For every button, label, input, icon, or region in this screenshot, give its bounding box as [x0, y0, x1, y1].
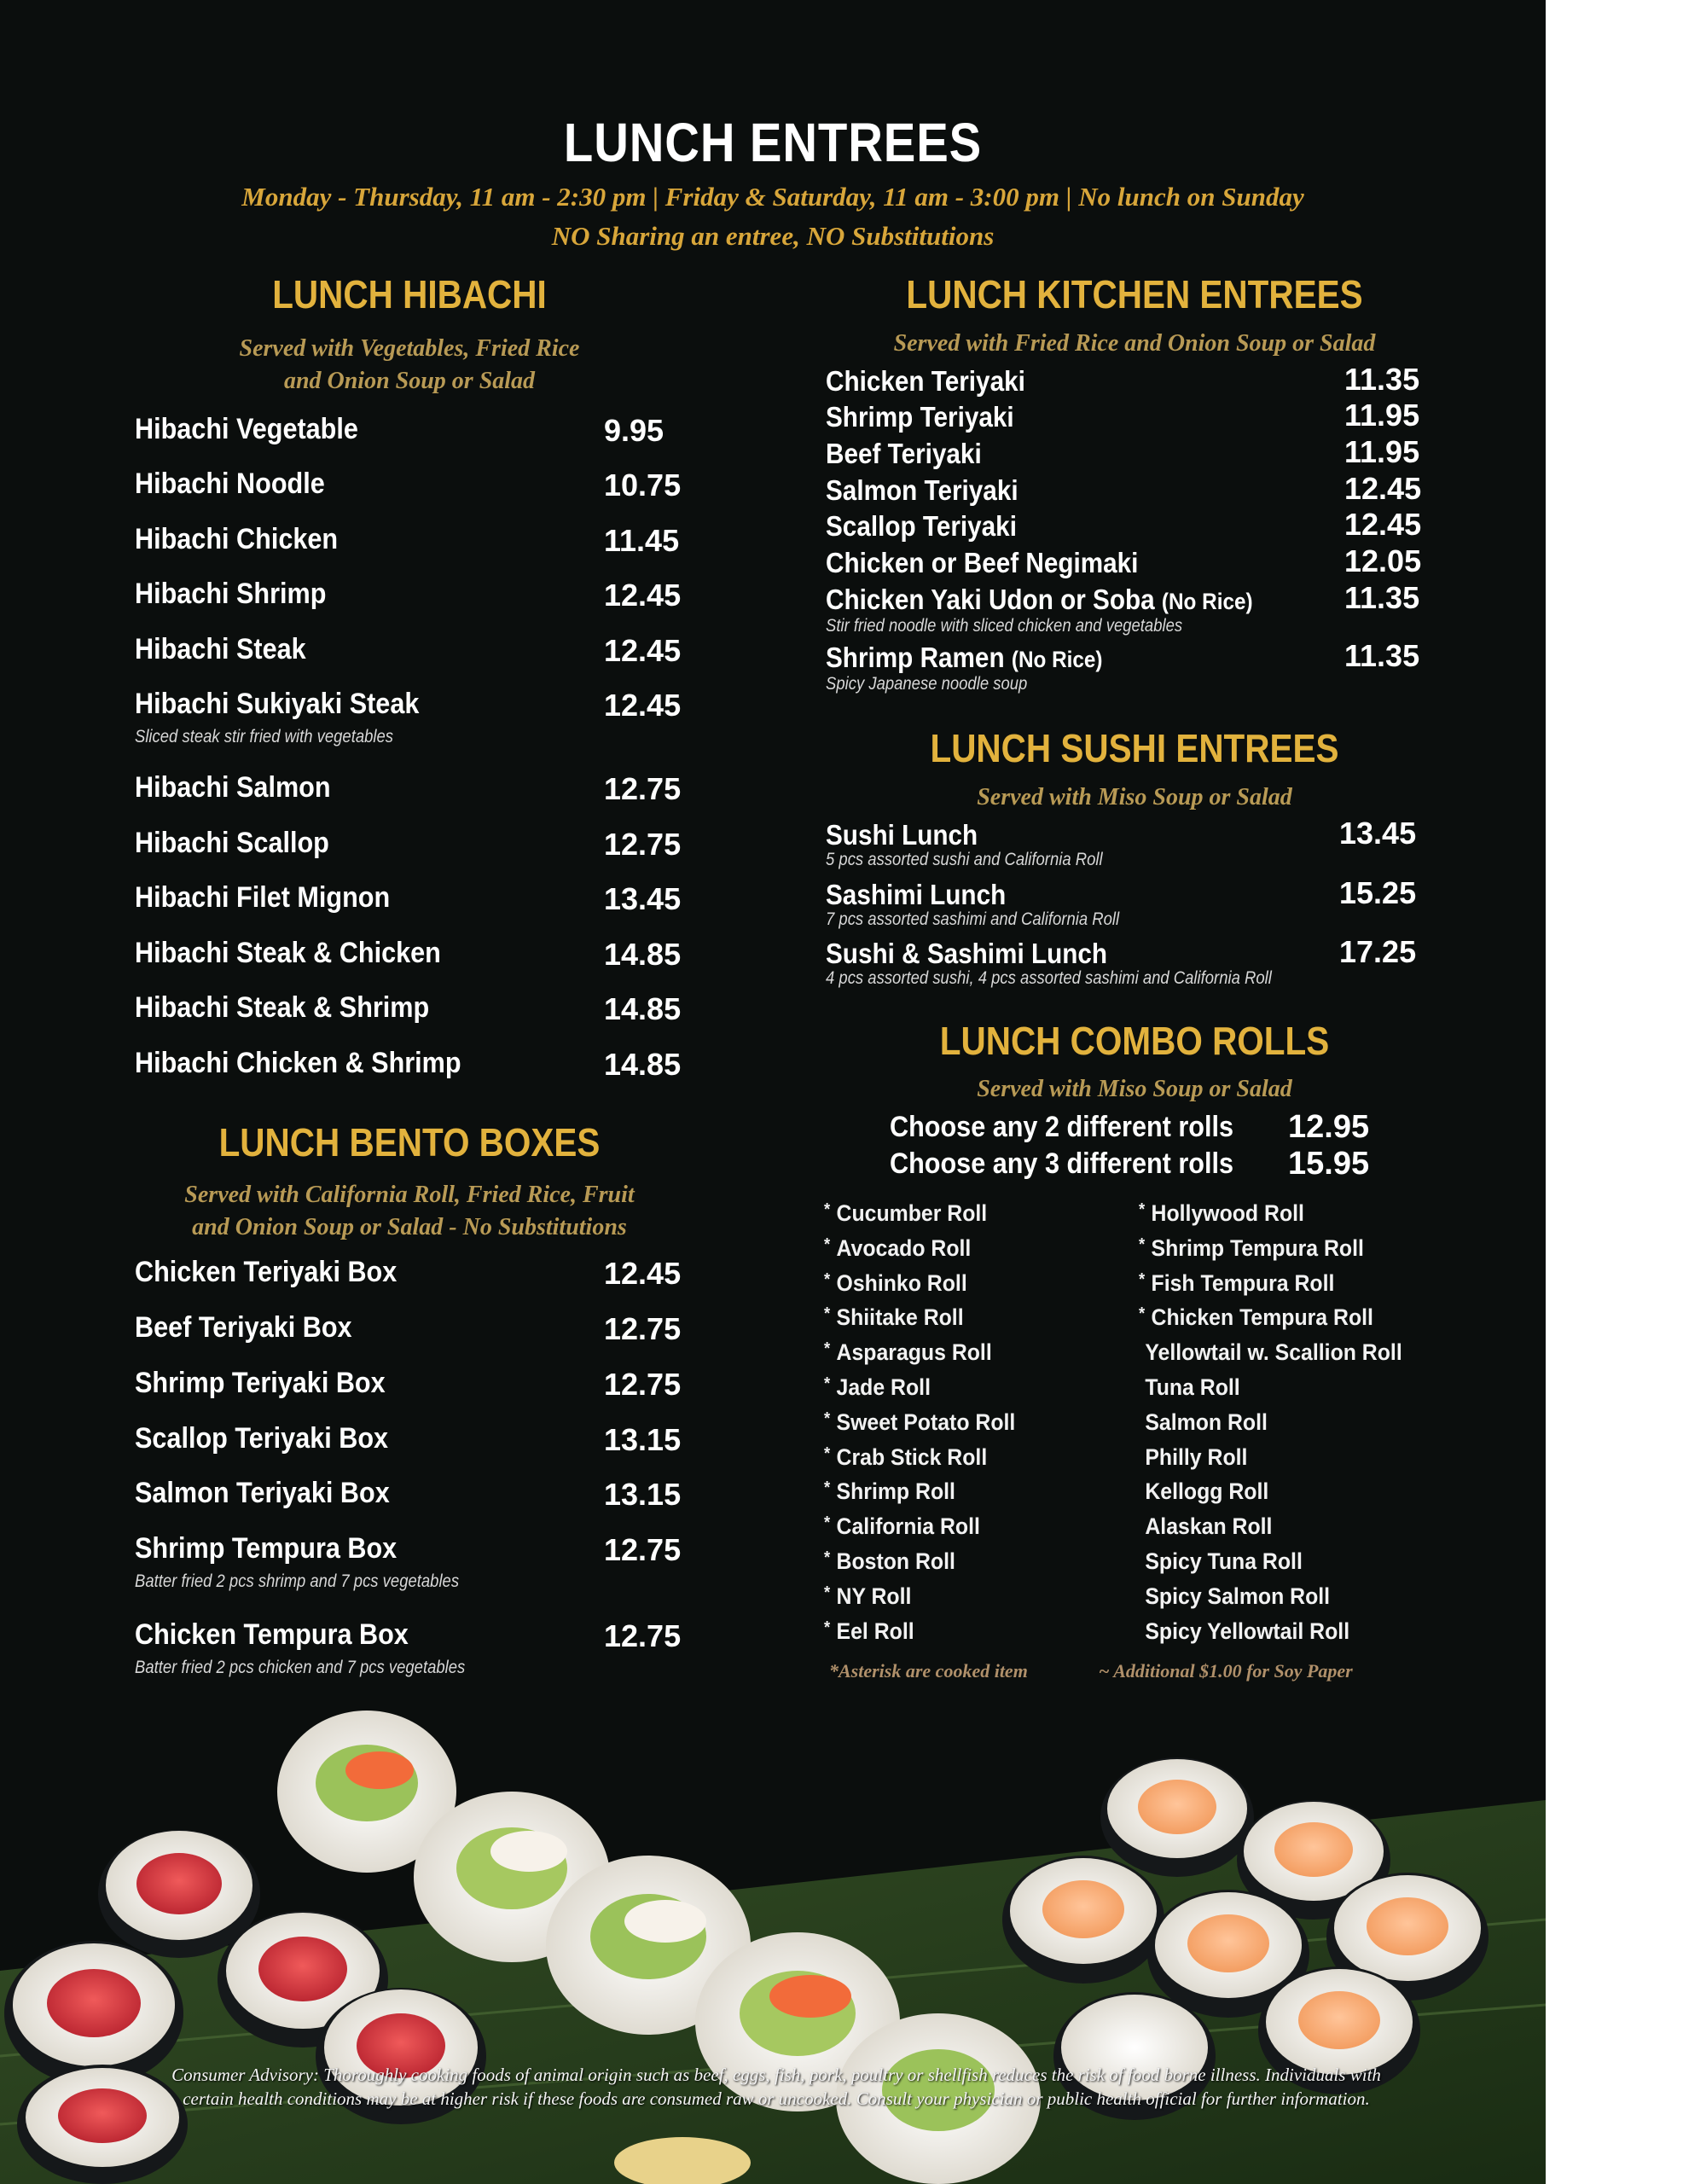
roll-name: Jade Roll [836, 1374, 931, 1400]
item-price: 12.75 [604, 1618, 682, 1653]
item-name-text: Shrimp Teriyaki [826, 401, 1014, 433]
bento-menu-item [135, 1618, 689, 1677]
bento-heading: LUNCH BENTO BOXES [218, 1120, 601, 1165]
lunch-hours: Monday - Thursday, 11 am - 2:30 pm | Friday & Saturday, 11 am - 3:00 pm | No lunch on Sunday [241, 182, 1304, 212]
item-description: 7 pcs assorted sashimi and California Roll [826, 909, 1120, 929]
item-description: 4 pcs assorted sushi, 4 pcs assorted sashimi and California Roll [826, 968, 1272, 988]
kitchen-menu-item [826, 434, 1423, 475]
item-price: 14.85 [604, 1047, 682, 1082]
cooked-asterisk: * [824, 1234, 831, 1254]
sharing-policy: NO Sharing an entree, NO Substitutions [551, 221, 995, 251]
hibachi-menu-item [135, 827, 689, 878]
item-name [826, 365, 1025, 398]
item-name [826, 642, 1103, 674]
roll-item [1139, 1339, 1402, 1366]
cooked-asterisk: * [824, 1478, 831, 1498]
item-name: Salmon Teriyaki Box [135, 1477, 390, 1509]
item-name-text: Sushi & Sashimi Lunch [826, 938, 1108, 969]
hibachi-menu-item [135, 937, 689, 988]
kitchen-menu-item [826, 638, 1423, 694]
roll-name: Alaskan Roll [1145, 1513, 1273, 1540]
item-name [826, 584, 1253, 616]
kitchen-subtitle: Served with Fried Rice and Onion Soup or Salad [893, 330, 1376, 357]
combo-subtitle: Served with Miso Soup or Salad [977, 1076, 1292, 1102]
roll-name: Oshinko Roll [836, 1269, 967, 1296]
cooked-asterisk: * [1139, 1304, 1146, 1324]
bento-menu-item [135, 1367, 689, 1418]
roll-name: Cucumber Roll [836, 1200, 988, 1226]
roll-item [1139, 1200, 1304, 1227]
roll-name: Philly Roll [1145, 1443, 1248, 1470]
hibachi-menu-item [135, 1047, 689, 1098]
item-price: 14.85 [604, 991, 682, 1026]
kitchen-menu-item [826, 362, 1423, 403]
page-title: LUNCH ENTREES [563, 112, 983, 173]
hibachi-subtitle-2: and Onion Soup or Salad [283, 368, 536, 394]
hibachi-menu-item [135, 468, 689, 519]
roll-name: Kellogg Roll [1145, 1478, 1269, 1505]
soy-paper-note: ~ Additional $1.00 for Soy Paper [1099, 1660, 1353, 1682]
item-price: 14.85 [604, 937, 682, 972]
cooked-asterisk: * [1139, 1234, 1146, 1254]
item-price: 12.05 [1344, 543, 1422, 578]
item-note: (No Rice) [1011, 647, 1103, 672]
combo-option-price: 15.95 [1288, 1146, 1370, 1182]
roll-name: Shiitake Roll [836, 1304, 964, 1331]
roll-item [824, 1478, 955, 1505]
bento-menu-item [135, 1422, 689, 1473]
combo-option [890, 1147, 1419, 1185]
item-description: Spicy Japanese noodle soup [826, 674, 1028, 694]
item-price: 11.95 [1344, 398, 1420, 433]
roll-item [824, 1513, 980, 1540]
roll-item [1139, 1548, 1303, 1575]
hibachi-menu-item [135, 771, 689, 822]
bento-menu-item [135, 1256, 689, 1307]
cooked-asterisk: * [824, 1269, 831, 1289]
item-price: 12.75 [604, 771, 682, 806]
hibachi-menu-item [135, 523, 689, 574]
item-name: Shrimp Teriyaki Box [135, 1367, 386, 1399]
item-price: 12.45 [604, 688, 682, 723]
item-name-text: Salmon Teriyaki [826, 474, 1019, 506]
roll-item [1139, 1444, 1247, 1471]
roll-item [1139, 1409, 1268, 1436]
item-name [826, 401, 1014, 433]
item-name-text: Chicken or Beef Negimaki [826, 547, 1139, 578]
roll-name: Tuna Roll [1145, 1374, 1240, 1400]
item-name: Chicken Tempura Box [135, 1618, 409, 1651]
roll-name: Crab Stick Roll [836, 1443, 988, 1470]
roll-item [824, 1304, 964, 1331]
roll-item [1139, 1478, 1268, 1505]
roll-item [824, 1270, 967, 1297]
roll-name: Shrimp Roll [836, 1478, 955, 1505]
item-name-text: Shrimp Ramen [826, 642, 1005, 673]
item-name: Hibachi Chicken [135, 523, 339, 555]
item-price: 13.15 [604, 1422, 682, 1457]
item-name-text: Sashimi Lunch [826, 879, 1007, 910]
kitchen-heading: LUNCH KITCHEN ENTREES [906, 272, 1363, 317]
item-price: 17.25 [1339, 934, 1417, 969]
item-name: Hibachi Chicken & Shrimp [135, 1047, 461, 1079]
item-price: 13.45 [604, 881, 682, 916]
item-name-text: Scallop Teriyaki [826, 510, 1017, 542]
item-price: 15.25 [1339, 875, 1417, 910]
item-name: Hibachi Sukiyaki Steak [135, 688, 420, 720]
roll-name: Spicy Salmon Roll [1145, 1583, 1331, 1609]
roll-item [824, 1409, 1015, 1436]
item-price: 12.45 [1344, 507, 1422, 542]
item-price: 11.35 [1344, 580, 1420, 615]
combo-option-price: 12.95 [1288, 1109, 1370, 1145]
item-description: Stir fried noodle with sliced chicken and vegetables [826, 616, 1183, 636]
cooked-asterisk: * [824, 1304, 831, 1324]
cooked-asterisk: * [824, 1443, 831, 1463]
roll-name: Spicy Tuna Roll [1145, 1548, 1303, 1574]
cooked-note: *Asterisk are cooked item [829, 1660, 1028, 1682]
hibachi-menu-item [135, 881, 689, 932]
kitchen-menu-item [826, 471, 1423, 512]
item-description: Batter fried 2 pcs chicken and 7 pcs vegetables [135, 1658, 466, 1677]
roll-item [824, 1374, 931, 1401]
item-price: 12.75 [604, 827, 682, 862]
item-price: 12.45 [604, 633, 682, 668]
kitchen-menu-item [826, 580, 1423, 636]
hibachi-heading: LUNCH HIBACHI [272, 272, 547, 317]
roll-item [824, 1339, 992, 1366]
cooked-asterisk: * [824, 1339, 831, 1359]
item-price: 12.45 [604, 1256, 682, 1291]
combo-option-label: Choose any 3 different rolls [890, 1147, 1233, 1180]
roll-name: Yellowtail w. Scallion Roll [1145, 1339, 1402, 1366]
item-name-text: Sushi Lunch [826, 819, 978, 851]
item-name: Hibachi Salmon [135, 771, 331, 804]
item-name [826, 438, 982, 470]
roll-name: Asparagus Roll [836, 1339, 992, 1366]
item-note: (No Rice) [1161, 589, 1253, 614]
item-name: Hibachi Scallop [135, 827, 329, 859]
roll-item [1139, 1270, 1334, 1297]
roll-name: NY Roll [836, 1583, 912, 1609]
hibachi-menu-item [135, 578, 689, 629]
item-price: 12.75 [604, 1532, 682, 1567]
hibachi-menu-item [135, 413, 689, 464]
cooked-asterisk: * [824, 1513, 831, 1533]
roll-item [824, 1583, 911, 1610]
cooked-asterisk: * [824, 1583, 831, 1602]
sushi-menu-item [826, 875, 1423, 929]
consumer-advisory-line-2: certain health conditions may be at higher risk if these foods are consumed raw or uncooked. Consult your physician or public health official for further information. [183, 2088, 1370, 2109]
item-name: Beef Teriyaki Box [135, 1311, 352, 1344]
kitchen-menu-item [826, 507, 1423, 548]
sushi-subtitle: Served with Miso Soup or Salad [977, 784, 1292, 810]
cooked-asterisk: * [824, 1618, 831, 1637]
item-description: 5 pcs assorted sushi and California Roll [826, 850, 1103, 869]
item-name: Hibachi Filet Mignon [135, 881, 391, 914]
sushi-heading: LUNCH SUSHI ENTREES [930, 726, 1339, 770]
item-name: Hibachi Noodle [135, 468, 325, 500]
roll-item [824, 1618, 914, 1645]
roll-item [824, 1235, 971, 1262]
bento-menu-item [135, 1311, 689, 1362]
roll-name: Shrimp Tempura Roll [1151, 1234, 1364, 1261]
item-name [826, 879, 1006, 911]
sushi-photo [0, 1698, 1546, 2184]
bento-menu-item [135, 1477, 689, 1528]
item-price: 9.95 [604, 413, 664, 448]
cooked-asterisk: * [1139, 1269, 1146, 1289]
roll-name: Chicken Tempura Roll [1151, 1304, 1373, 1331]
item-name [826, 938, 1107, 970]
roll-name: Avocado Roll [836, 1234, 972, 1261]
kitchen-menu-item [826, 543, 1423, 584]
roll-name: Hollywood Roll [1151, 1200, 1304, 1226]
roll-name: Fish Tempura Roll [1151, 1269, 1335, 1296]
kitchen-menu-item [826, 398, 1423, 439]
roll-name: Salmon Roll [1145, 1409, 1268, 1435]
cooked-asterisk: * [824, 1374, 831, 1393]
roll-item [1139, 1374, 1240, 1401]
roll-name: Eel Roll [836, 1618, 914, 1644]
item-price: 12.75 [604, 1367, 682, 1402]
item-name: Hibachi Vegetable [135, 413, 358, 445]
item-price: 11.35 [1344, 362, 1420, 397]
item-name: Hibachi Steak & Shrimp [135, 991, 430, 1024]
combo-heading: LUNCH COMBO ROLLS [939, 1019, 1330, 1063]
roll-item [824, 1200, 987, 1227]
item-name-text: Beef Teriyaki [826, 438, 982, 469]
bento-menu-item [135, 1532, 689, 1591]
item-price: 13.15 [604, 1477, 682, 1512]
roll-item [1139, 1513, 1272, 1540]
item-name [826, 819, 978, 851]
item-price: 10.75 [604, 468, 682, 502]
bento-subtitle-1: Served with California Roll, Fried Rice, Fruit [184, 1182, 635, 1208]
item-name: Hibachi Steak [135, 633, 306, 665]
item-price: 11.95 [1344, 434, 1420, 469]
roll-item [1139, 1304, 1373, 1331]
roll-item [1139, 1583, 1330, 1610]
item-price: 12.75 [604, 1311, 682, 1346]
hibachi-menu-item [135, 633, 689, 684]
item-name: Chicken Teriyaki Box [135, 1256, 398, 1288]
roll-name: Sweet Potato Roll [836, 1409, 1016, 1435]
item-name: Shrimp Tempura Box [135, 1532, 398, 1565]
cooked-asterisk: * [824, 1200, 831, 1219]
roll-name: Boston Roll [836, 1548, 955, 1574]
roll-item [824, 1444, 987, 1471]
item-price: 11.35 [1344, 638, 1420, 673]
bento-subtitle-2: and Onion Soup or Salad - No Substitutions [192, 1214, 627, 1240]
item-name: Hibachi Steak & Chicken [135, 937, 441, 969]
cooked-asterisk: * [824, 1548, 831, 1567]
cooked-asterisk: * [1139, 1200, 1146, 1219]
roll-name: California Roll [836, 1513, 980, 1540]
item-name [826, 474, 1019, 507]
item-name-text: Chicken Teriyaki [826, 365, 1025, 397]
hibachi-menu-item [135, 688, 689, 746]
roll-item [1139, 1618, 1349, 1645]
sushi-menu-item [826, 934, 1423, 988]
hibachi-subtitle-1: Served with Vegetables, Fried Rice [239, 335, 580, 362]
item-price: 13.45 [1339, 816, 1417, 851]
cooked-asterisk: * [824, 1409, 831, 1428]
item-name-text: Chicken Yaki Udon or Soba [826, 584, 1155, 615]
sushi-menu-item [826, 816, 1423, 869]
item-description: Batter fried 2 pcs shrimp and 7 pcs vegetables [135, 1571, 460, 1591]
item-price: 12.45 [604, 578, 682, 613]
item-price: 11.45 [604, 523, 680, 558]
roll-item [1139, 1235, 1364, 1262]
roll-item [824, 1548, 955, 1575]
item-name [826, 547, 1138, 579]
roll-name: Spicy Yellowtail Roll [1145, 1618, 1350, 1644]
item-price: 12.45 [1344, 471, 1422, 506]
item-description: Sliced steak stir fried with vegetables [135, 727, 394, 746]
hibachi-menu-item [135, 991, 689, 1043]
item-name: Scallop Teriyaki Box [135, 1422, 389, 1455]
item-name: Hibachi Shrimp [135, 578, 327, 610]
combo-option [890, 1111, 1419, 1148]
item-name [826, 510, 1017, 543]
consumer-advisory-line-1: Consumer Advisory: Thoroughly cooking foods of animal origin such as beef, eggs, fish, pork, poultry or shellfish reduces the risk of food borne illness. Individuals with [171, 2065, 1381, 2085]
combo-option-label: Choose any 2 different rolls [890, 1111, 1233, 1143]
